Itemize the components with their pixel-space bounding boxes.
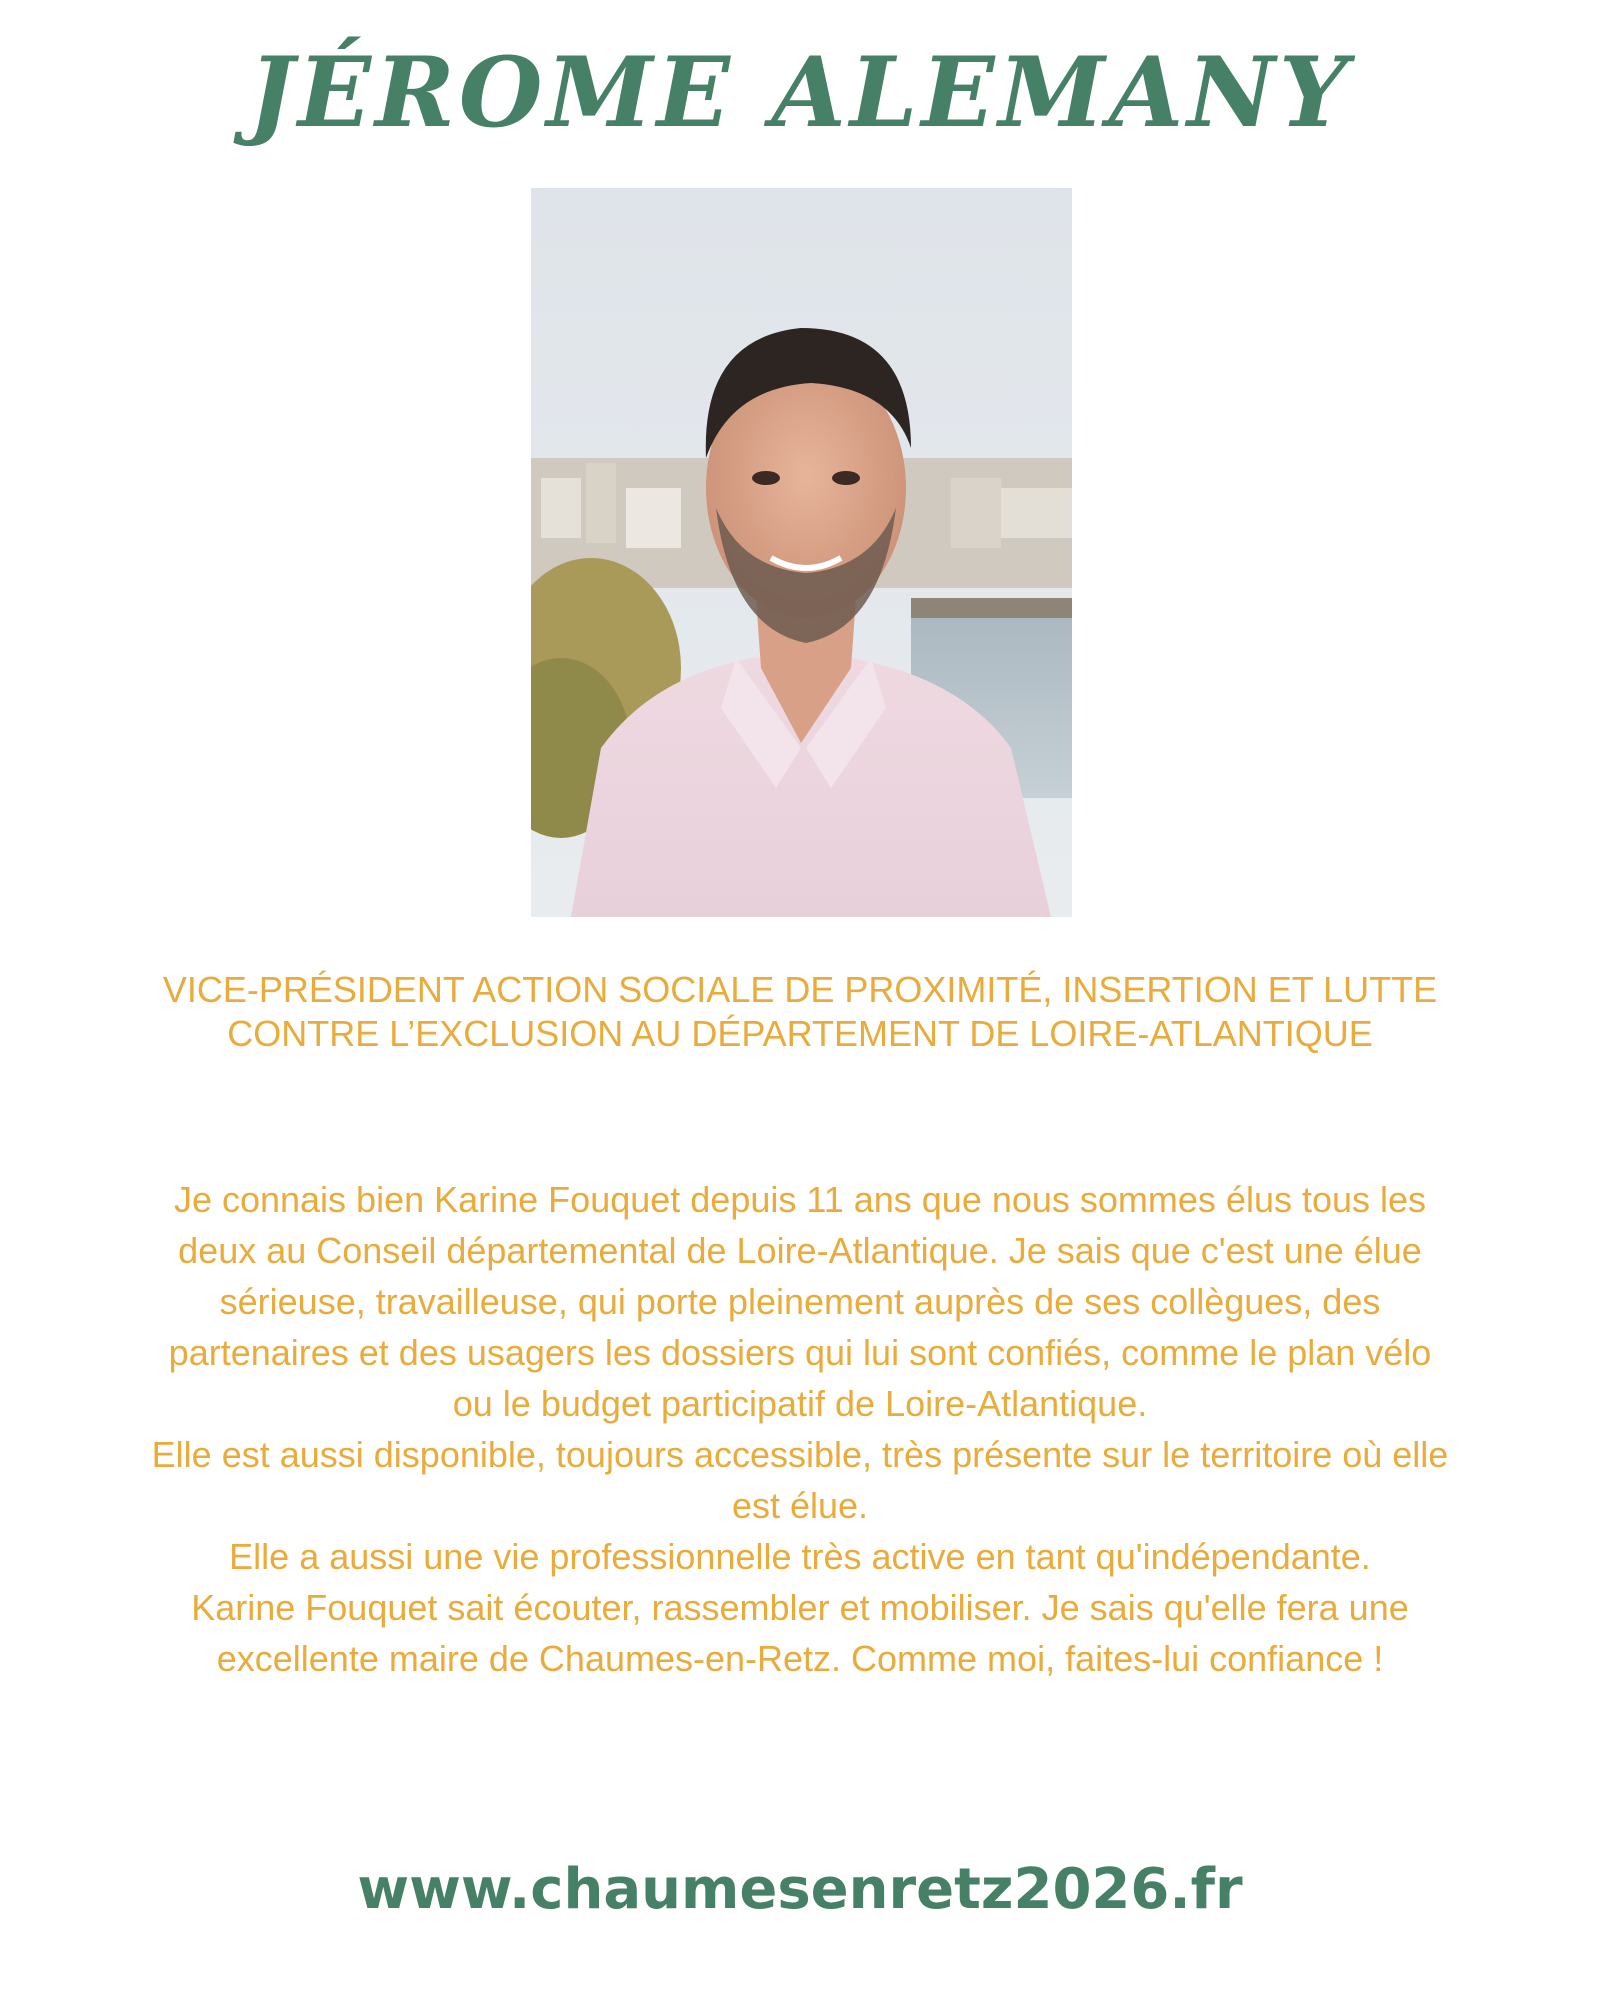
testimonial-paragraph: Karine Fouquet sait écouter, rassembler et mobiliser. Je sais qu'elle fera une excellente maire de Chaumes-en-Retz. Comme moi, faites-lui confiance !: [191, 1587, 1409, 1679]
testimonial-text: [150, 1174, 1450, 1684]
role-title: VICE-PRÉSIDENT ACTION SOCIALE DE PROXIMITÉ, INSERTION ET LUTTE CONTRE L’EXCLUSION AU DÉPARTEMENT DE LOIRE-ATLANTIQUE: [162, 969, 1438, 1054]
website-link[interactable]: www.chaumesenretz2026.fr: [357, 1857, 1243, 1922]
testimonial-paragraph: Elle est aussi disponible, toujours accessible, très présente sur le territoire où elle est élue.: [151, 1434, 1449, 1526]
page-title: JÉROME ALEMANY: [248, 36, 1352, 149]
testimonial-paragraph: Elle a aussi une vie professionnelle très active en tant qu'indépendante.: [229, 1536, 1371, 1577]
testimonial-paragraph: Je connais bien Karine Fouquet depuis 11 ans que nous sommes élus tous les deux au Conseil départemental de Loire-Atlantique. Je sais que c'est une élue sérieuse, travailleuse, qui porte pleinement auprès de ses collègues, des partenaires et des usagers les dossiers qui lui sont confiés, comme le plan vélo ou le budget participatif de Loire-Atlantique.: [168, 1179, 1432, 1424]
portrait-photo: [531, 188, 1072, 917]
